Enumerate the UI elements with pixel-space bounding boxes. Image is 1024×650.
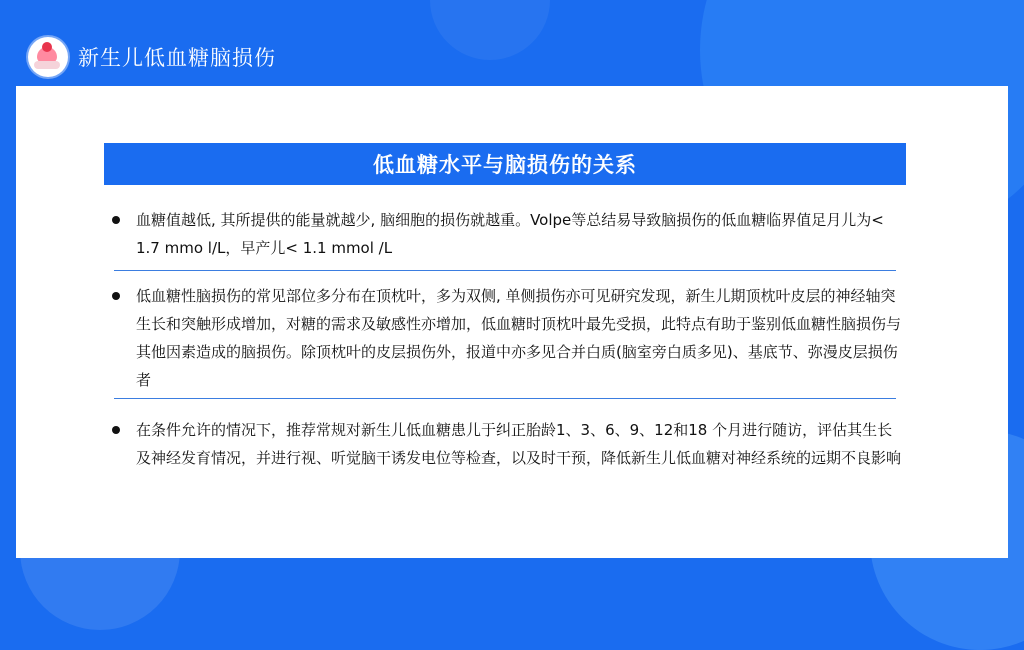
list-item-text: 在条件允许的情况下，推荐常规对新生儿低血糖患儿于纠正胎龄1、3、6、9、12和18 个月进行随访，评估其生长及神经发育情况，并进行视、听觉脑干诱发电位等检查，以及时干预，降低新生儿低血糖对神经系统的远期不良影响: [136, 421, 902, 467]
baby-logo-icon: [28, 37, 68, 77]
list-item-text: 低血糖性脑损伤的常见部位多分布在顶枕叶，多为双侧, 单侧损伤亦可见研究发现，新生儿期顶枕叶皮层的神经轴突生长和突触形成增加，对糖的需求及敏感性亦增加，低血糖时顶枕叶最先受损，此特点有助于鉴别低血糖性脑损伤与其他因素造成的脑损伤。除顶枕叶的皮层损伤外，报道中亦多见合并白质(脑室旁白质多见)、基底节、弥漫皮层损伤者: [136, 287, 902, 389]
slide-title: 新生儿低血糖脑损伤: [78, 46, 276, 70]
list-item-text: 血糖值越低, 其所提供的能量就越少, 脑细胞的损伤就越重。Volpe等总结易导致脑损伤的低血糖临界值足月儿为< 1.7 mmo l/L，早产儿< 1.1 mmol /L: [136, 211, 884, 257]
background-circle: [430, 0, 550, 60]
list-item: [104, 206, 904, 262]
section-title: 低血糖水平与脑损伤的关系: [373, 153, 637, 177]
content-card: [16, 86, 1008, 558]
divider: [114, 398, 896, 399]
section-title-bar: [104, 143, 906, 185]
list-item: [104, 416, 904, 472]
bullet-dot-icon: [112, 292, 120, 300]
bullet-dot-icon: [112, 216, 120, 224]
divider: [114, 270, 896, 271]
bullet-dot-icon: [112, 426, 120, 434]
slide-header: [28, 32, 276, 82]
list-item: [104, 282, 904, 394]
